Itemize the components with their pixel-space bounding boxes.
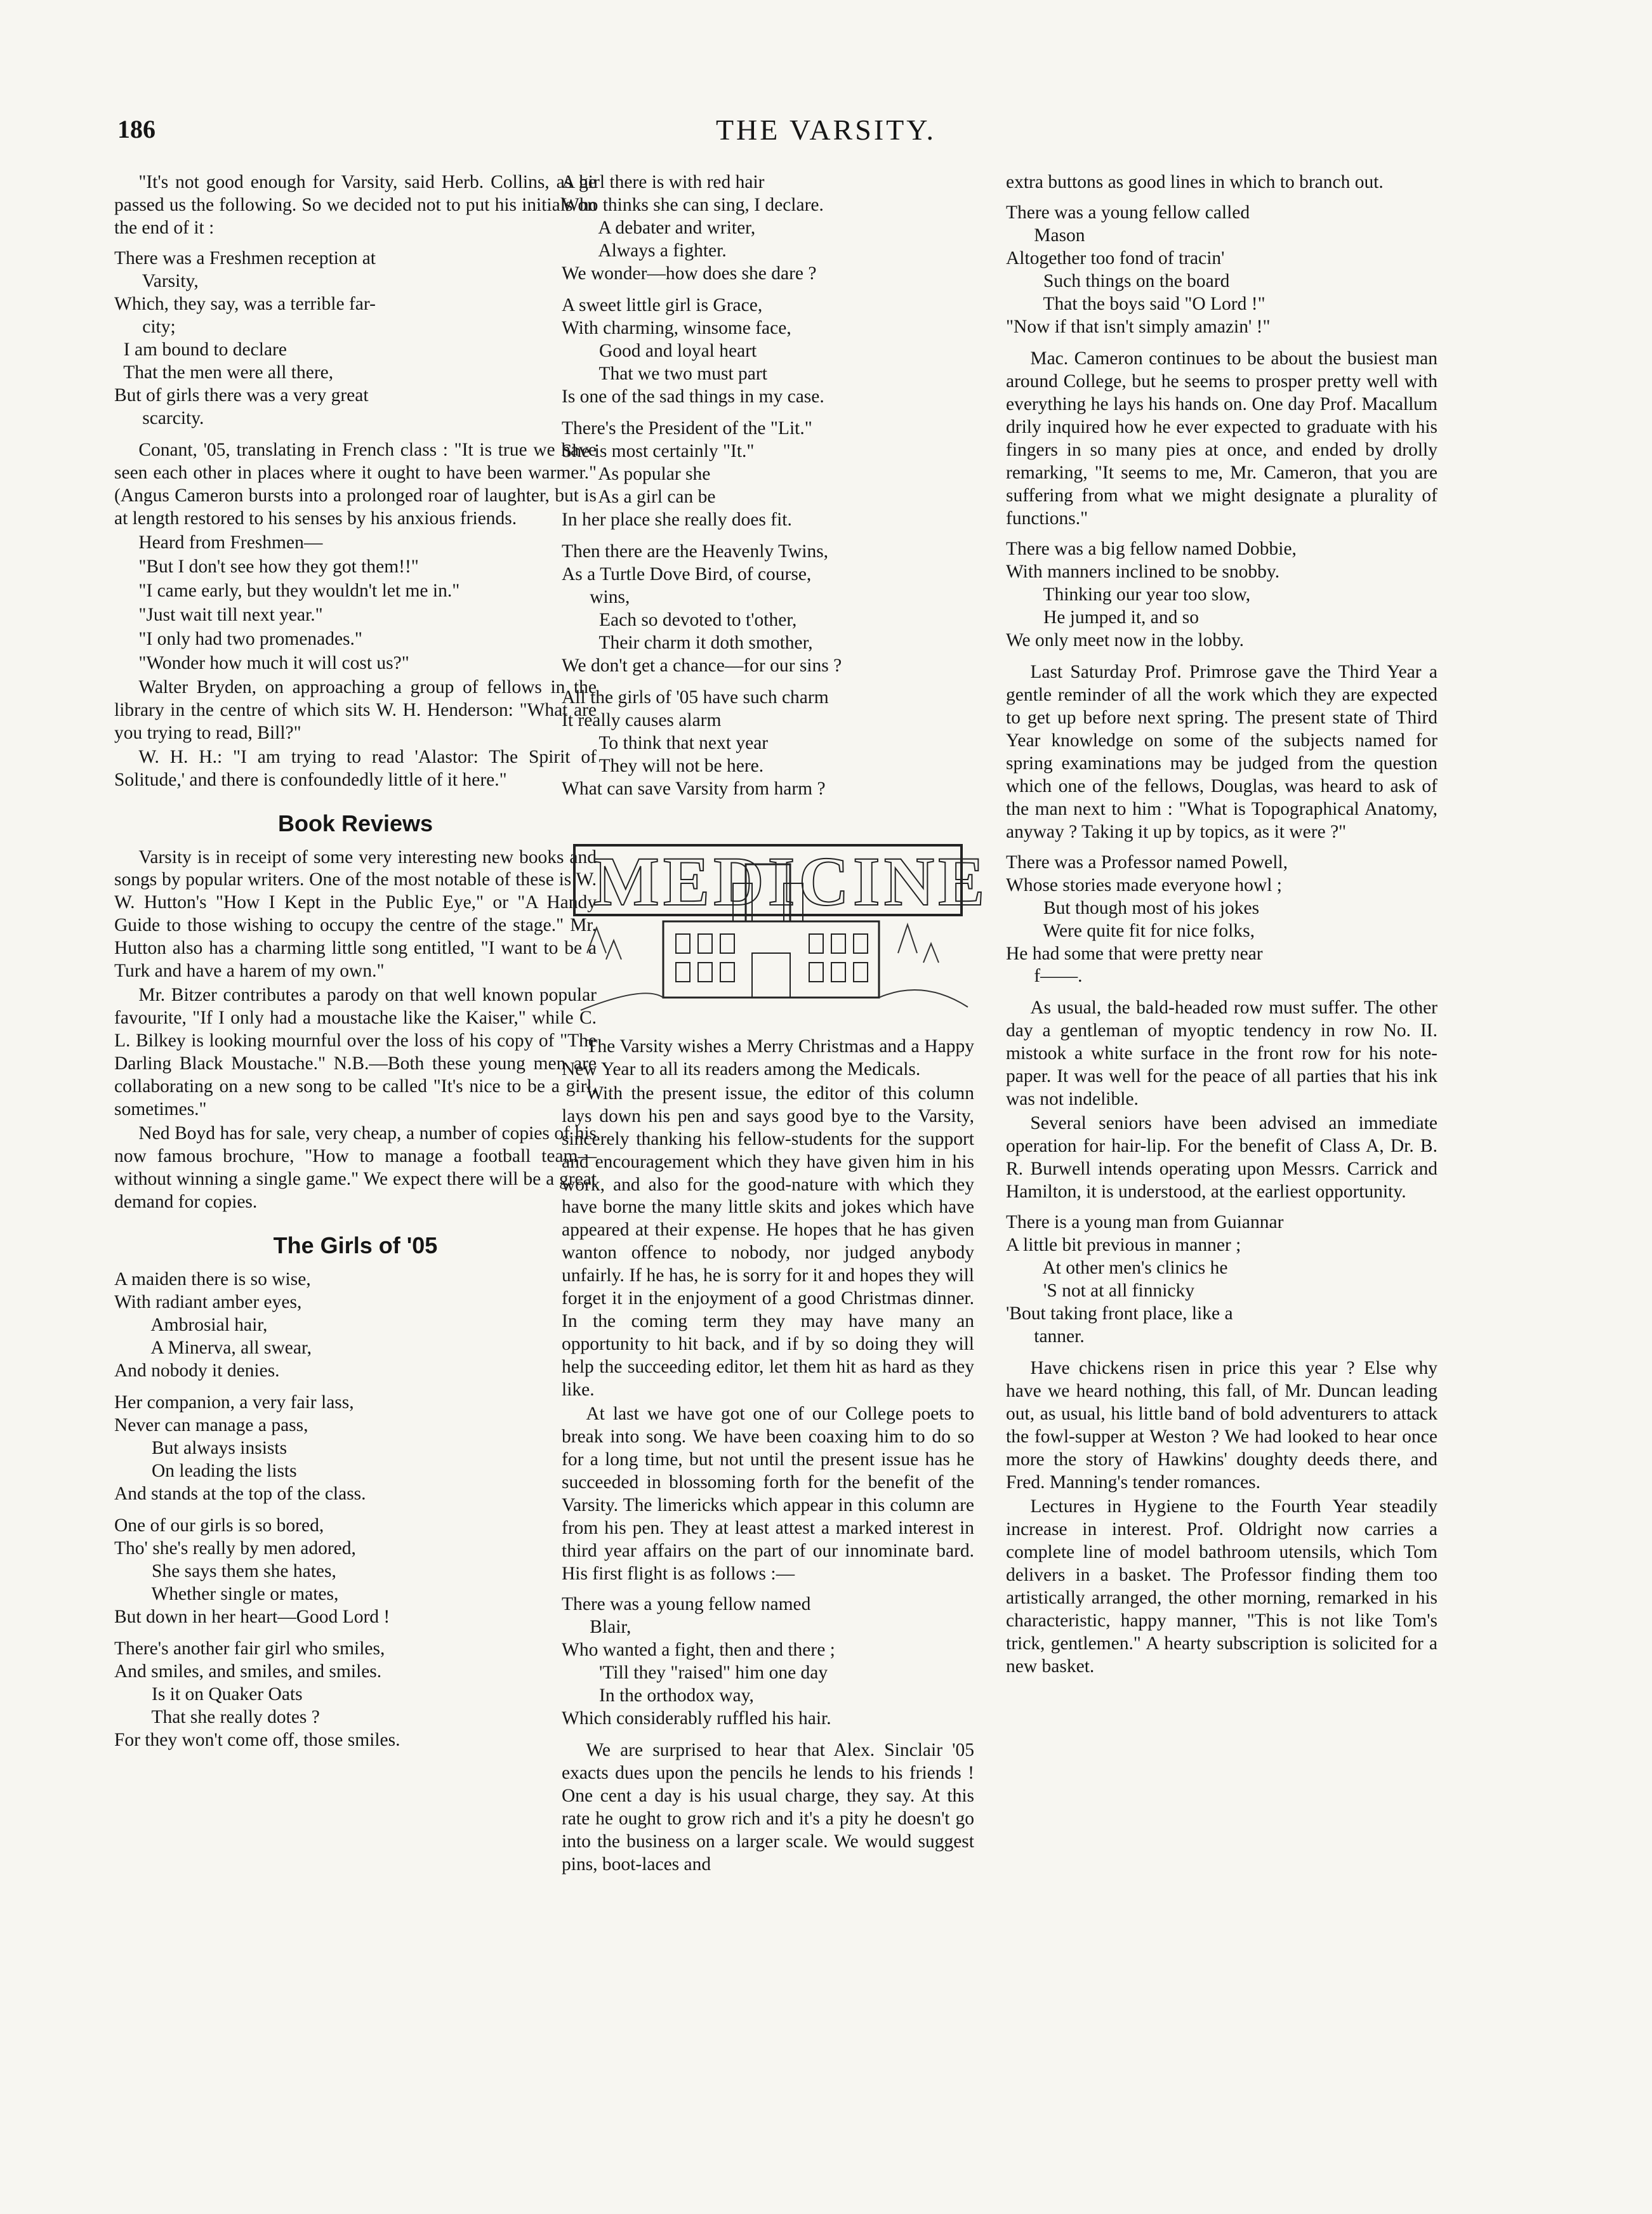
verse-line: Whose stories made everyone howl ; <box>1006 874 1282 895</box>
column-3 <box>1006 171 1437 1678</box>
verse-line: One of our girls is so bored, <box>114 1515 324 1536</box>
paragraph: Ned Boyd has for sale, very cheap, a number of copies of his now famous brochure, "How to manage a football team—without winning a single game." We expect there will be a great demand for copies. <box>114 1123 597 1213</box>
verse <box>1006 202 1437 339</box>
verse-line: In the orthodox way, <box>562 1685 754 1706</box>
verse-line: Which, they say, was a terrible far- <box>114 293 376 314</box>
paragraph: Walter Bryden, on approaching a group of fellows in the library in the centre of which sits W. H. Henderson: "What are you trying to read, Bill?" <box>114 676 597 743</box>
verse-line: Which considerably ruffled his hair. <box>562 1708 831 1729</box>
verse-line: Blair, <box>562 1617 631 1638</box>
verse-line: Were quite fit for nice folks, <box>1006 920 1255 941</box>
verse-line: Is it on Quaker Oats <box>114 1684 303 1704</box>
verse-line: All the girls of '05 have such charm <box>562 687 829 708</box>
verse-line: Their charm it doth smother, <box>562 632 813 653</box>
verse-line: Is one of the sad things in my case. <box>562 386 824 407</box>
verse-line: And smiles, and smiles, and smiles. <box>114 1661 382 1682</box>
verse <box>562 1593 974 1730</box>
verse-line: Never can manage a pass, <box>114 1415 308 1436</box>
paragraph: Have chickens risen in price this year ? Else why have we heard nothing, this fall, of Mr. Duncan leading out, as usual, his little band of bold adventurers to attack the fowl-supper at Weston ? We had looked to hear once more the story of Hawkins' doughty deeds there, and Fred. Manning's tender romances. <box>1006 1358 1437 1493</box>
verse-line: A sweet little girl is Grace, <box>562 294 763 315</box>
paragraph: Mr. Bitzer contributes a parody on that well known popular favourite, "If I only had a moustache like the Kaiser," while C. L. Bilkey is looking mournful over the loss of his copy of "The Darling Black Moustache." N.B.—Both these young men are collaborating on a new song to be called "It's nice to be a girl, sometimes." <box>114 985 597 1120</box>
paragraph: W. H. H.: "I am trying to read 'Alastor: The Spirit of Solitude,' and there is confoundedly little of it here." <box>114 746 597 790</box>
page-number: 186 <box>117 115 155 143</box>
masthead-title: THE VARSITY. <box>715 114 937 146</box>
verse <box>114 1515 597 1629</box>
verse-line: But always insists <box>114 1438 287 1459</box>
paragraph: Mac. Cameron continues to be about the busiest man around College, but he seems to prosper pretty well with everything he lays his hands on. One day Prof. Macallum drily inquired how he ever expected to graduate with his fingers in so many pies at once, and ended by drolly remarking, "It seems to me, Mr. Cameron, that you are suffering from what we might designate a plurality of functions." <box>1006 348 1437 529</box>
verse <box>114 247 597 430</box>
verse-line: tanner. <box>1006 1326 1085 1347</box>
verse-line: f——. <box>1006 966 1083 987</box>
verse <box>1006 538 1437 652</box>
verse-line: Varsity, <box>114 270 199 291</box>
paragraph: Last Saturday Prof. Primrose gave the Third Year a gentle reminder of all the work which they are expected to get up before next spring. The present state of Third Year knowledge on some of the subjects named for spring examinations may be judged from the question which one of the fellows, Douglas, was heard to ask of the man next to him : "What is Topographical Anatomy, anyway ? Taking it up by topics, as it were ?" <box>1006 661 1437 842</box>
paragraph: Conant, '05, translating in French class : "It is true we have seen each other in places where it ought to have been warmer." (Angus Cameron bursts into a prolonged roar of laughter, but is at length restored to his senses by his anxious friends. <box>114 439 597 529</box>
verse-line: A Minerva, all swear, <box>114 1338 312 1359</box>
verse-line: It really causes alarm <box>562 709 722 730</box>
verse-line: scarcity. <box>114 407 204 428</box>
verse <box>562 687 974 801</box>
verse-line: To think that next year <box>562 732 769 753</box>
paragraph: "Just wait till next year." <box>138 604 323 625</box>
verse-line: She says them she hates, <box>114 1560 336 1581</box>
verse <box>1006 1211 1437 1348</box>
paragraph: "It's not good enough for Varsity, said Herb. Collins, as he passed us the following. So we decided not to put his initials on the end of it : <box>114 172 597 238</box>
paragraph: "But I don't see how they got them!!" <box>138 556 419 577</box>
verse-line: But though most of his jokes <box>1006 897 1260 918</box>
verse-line: city; <box>114 316 176 337</box>
verse-line: As a girl can be <box>562 486 716 507</box>
verse-line: We don't get a chance—for our sins ? <box>562 655 842 676</box>
verse-line: At other men's clinics he <box>1006 1258 1228 1279</box>
verse-line: A girl there is with red hair <box>562 172 765 192</box>
paragraph: Varsity is in receipt of some very interesting new books and songs by popular writers. One of the most notable of these is W. W. Hutton's "How I Kept in the Public Eye," or "A Handy Guide to those wishing to occupy the centre of the stage." Mr. Hutton also has a charming little song entitled, "I want to be a Turk and have a harem of my own." <box>114 847 597 982</box>
paragraph: Heard from Freshmen— <box>138 532 323 553</box>
verse <box>562 418 974 532</box>
verse-line: Such things on the board <box>1006 270 1230 291</box>
verse-line: We wonder—how does she dare ? <box>562 263 817 284</box>
verse-line: In her place she really does fit. <box>562 509 792 530</box>
verse-line: A little bit previous in manner ; <box>1006 1235 1241 1256</box>
verse-line: Who thinks she can sing, I declare. <box>562 194 824 215</box>
verse-line: There was a Freshmen reception at <box>114 247 376 268</box>
paragraph: extra buttons as good lines in which to branch out. <box>1006 172 1384 192</box>
verse-line: Her companion, a very fair lass, <box>114 1392 354 1413</box>
verse-line: There was a Professor named Powell, <box>1006 852 1288 873</box>
verse <box>562 294 974 409</box>
verse-line: Each so devoted to t'other, <box>562 609 797 630</box>
paragraph: "I only had two promenades." <box>138 628 362 649</box>
verse-line: There was a young fellow called <box>1006 202 1250 223</box>
verse-line: With manners inclined to be snobby. <box>1006 561 1280 582</box>
verse-line: wins, <box>562 586 630 607</box>
verse-line: Tho' she's really by men adored, <box>114 1538 356 1558</box>
verse-line: That we two must part <box>562 363 767 384</box>
verse-line: A maiden there is so wise, <box>114 1269 311 1290</box>
paragraph: We are surprised to hear that Alex. Sinclair '05 exacts dues upon the pencils he lends to his friends ! One cent a day is his usual charge, they say. At this rate he ought to grow rich and it's a pity he doesn't go into the business on a larger scale. We would suggest pins, boot-laces and <box>562 1740 974 1875</box>
verse-line: There's the President of the "Lit." <box>562 418 812 438</box>
verse-line: And stands at the top of the class. <box>114 1484 366 1505</box>
section-heading-book-reviews: Book Reviews <box>277 810 433 836</box>
verse-line: He jumped it, and so <box>1006 607 1199 628</box>
verse-line: But down in her heart—Good Lord ! <box>114 1606 390 1627</box>
verse <box>114 1392 597 1506</box>
verse-line: They will not be here. <box>562 755 764 776</box>
paragraph: At last we have got one of our College poets to break into song. We have been coaxing him to do so for a long time, but not until the present issue has he succeeded in blossoming forth for the benefit of the Varsity. The limericks which appear in this column are from his pen. They at least attest a marked interest in third year affairs on the part of our innominate bard. His first flight is as follows :— <box>562 1404 974 1585</box>
verse-line: We only meet now in the lobby. <box>1006 629 1245 650</box>
verse-line: There was a big fellow named Dobbie, <box>1006 538 1297 559</box>
verse <box>114 1638 597 1752</box>
verse-line: Then there are the Heavenly Twins, <box>562 541 829 562</box>
verse-line: Thinking our year too slow, <box>1006 584 1251 605</box>
paragraph: Lectures in Hygiene to the Fourth Year steadily increase in interest. Prof. Oldright now carries a complete line of model bathroom utensils, which Tom delivers in a basket. The Professor finding them too artistically arranged, the other morning, remarked in his characteristic, happy manner, "This is not like Tom's trick, gentlemen." A hearty subscription is solicited for a new basket. <box>1006 1496 1437 1677</box>
verse-line: On leading the lists <box>114 1461 297 1482</box>
verse-line: There's another fair girl who smiles, <box>114 1638 385 1659</box>
verse-line: I am bound to declare <box>114 339 287 360</box>
verse-line: He had some that were pretty near <box>1006 943 1263 964</box>
verse-line: Mason <box>1006 225 1085 246</box>
verse-line: There was a young fellow named <box>562 1594 811 1615</box>
medicine-section-banner <box>568 826 989 1017</box>
verse-line: "Now if that isn't simply amazin' !" <box>1006 316 1271 337</box>
verse <box>114 1268 597 1383</box>
medicine-banner-text: MEDICINE <box>593 842 989 920</box>
verse-line: 'S not at all finnicky <box>1006 1281 1195 1301</box>
verse-line: 'Till they "raised" him one day <box>562 1663 828 1684</box>
column-2 <box>562 171 989 1876</box>
verse-line: With charming, winsome face, <box>562 317 791 338</box>
verse-line: What can save Varsity from harm ? <box>562 778 826 799</box>
verse-line: With radiant amber eyes, <box>114 1292 302 1313</box>
verse-line: As a Turtle Dove Bird, of course, <box>562 563 812 584</box>
column-1 <box>114 171 597 1761</box>
verse-line: And nobody it denies. <box>114 1361 280 1381</box>
paragraph: "Wonder how much it will cost us?" <box>138 652 409 673</box>
verse-line: That the men were all there, <box>114 362 334 383</box>
paragraph: The Varsity wishes a Merry Christmas and a Happy New Year to all its readers among the Medicals. <box>562 1036 974 1079</box>
verse-line: Ambrosial hair, <box>114 1315 268 1336</box>
verse-line: Whether single or mates, <box>114 1583 339 1604</box>
verse-line: 'Bout taking front place, like a <box>1006 1303 1233 1324</box>
verse-line: Always a fighter. <box>562 240 727 261</box>
verse-line: A debater and writer, <box>562 217 756 238</box>
verse-line: As popular she <box>562 463 711 484</box>
verse-line: But of girls there was a very great <box>114 385 369 405</box>
paragraph: As usual, the bald-headed row must suffer. The other day a gentleman of myoptic tendency in row No. II. mistook a white surface in the front row for his note-paper. It was well for the peace of all parties that his ink was not indelible. <box>1006 998 1437 1110</box>
verse-line: She is most certainly "It." <box>562 440 755 461</box>
verse <box>562 171 974 286</box>
verse-line: Altogether too fond of tracin' <box>1006 247 1225 268</box>
verse-line: That the boys said "O Lord !" <box>1006 293 1265 314</box>
verse-line: That she really dotes ? <box>114 1706 320 1727</box>
verse-line: Good and loyal heart <box>562 340 757 361</box>
verse <box>562 541 974 678</box>
section-heading-girls-of-05: The Girls of '05 <box>273 1232 438 1259</box>
paragraph: With the present issue, the editor of this column lays down his pen and says good bye to the Varsity, sincerely thanking his fellow-students for the support and encouragement which they have given him in his work, and also for the good-nature with which they have borne the many little skits and jokes which have appeared at their expense. He hopes that he has given wanton offence to nobody, nor judged anybody unfairly. If he has, he is sorry for it and hopes they will forget it in the enjoyment of a good Christmas dinner. In the coming term they may have many an opportunity to hit back, and if by so doing they will help the succeeding editor, let them hit as hard as they like. <box>562 1083 974 1400</box>
paragraph: "I came early, but they wouldn't let me in." <box>138 580 460 601</box>
verse-line: For they won't come off, those smiles. <box>114 1729 400 1750</box>
paragraph: Several seniors have been advised an immediate operation for hair-lip. For the benefit of Class A, Dr. B. R. Burwell intends operating upon Messrs. Carrick and Hamilton, it is understood, at the earliest opportunity. <box>1006 1113 1437 1203</box>
verse-line: Who wanted a fight, then and there ; <box>562 1640 835 1661</box>
verse <box>1006 852 1437 989</box>
verse-line: There is a young man from Guiannar <box>1006 1212 1284 1233</box>
